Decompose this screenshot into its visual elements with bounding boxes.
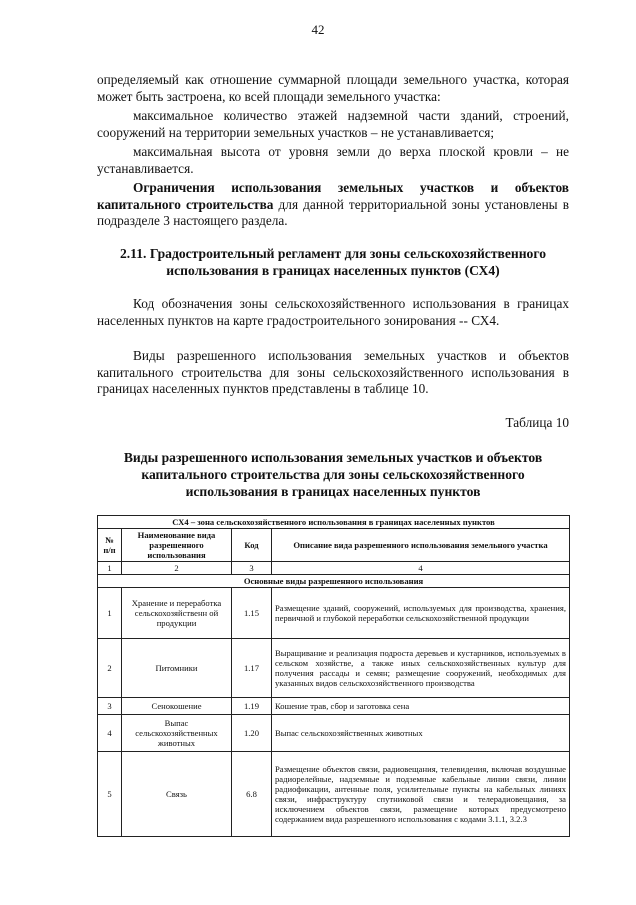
table-row: [98, 752, 570, 837]
header-num: № п/п: [98, 529, 122, 562]
section-label-row: [98, 575, 570, 588]
column-header-row: [98, 529, 570, 562]
table-label: Таблица 10: [505, 415, 569, 430]
row-code: 1.15: [232, 588, 272, 639]
section-heading: 2.11. Градостроительный регламент для зоны сельскохозяйственного использования в границах населенных пунктов (СХ4): [119, 246, 546, 278]
column-number: 4: [272, 562, 570, 575]
row-num: 5: [98, 752, 122, 837]
table-row: [98, 698, 570, 715]
header-code: Код: [232, 529, 272, 562]
row-num: 4: [98, 715, 122, 752]
zone-header-row: [98, 516, 570, 529]
header-description: Описание вида разрешенного использования земельного участка: [272, 529, 570, 562]
row-name: Связь: [122, 752, 232, 837]
regulations-table: [97, 515, 570, 837]
table-row: [98, 588, 570, 639]
page-number: 42: [311, 22, 325, 37]
row-code: 1.19: [232, 698, 272, 715]
row-num: 2: [98, 639, 122, 698]
row-num: 3: [98, 698, 122, 715]
header-name: Наименование вида разрешенного использования: [122, 529, 232, 562]
paragraph-restrictions: [97, 180, 569, 230]
column-number: 1: [98, 562, 122, 575]
row-name: Хранение и переработка сельскохозяйственн ой продукции: [122, 588, 232, 639]
paragraph-coverage-ratio: определяемый как отношение суммарной площади земельного участка, которая может быть застроена, ко всей площади земельного участка:: [97, 72, 569, 104]
row-num: 1: [98, 588, 122, 639]
row-name: Сенокошение: [122, 698, 232, 715]
section-label-cell: Основные виды разрешенного использования: [98, 575, 570, 588]
row-description: Размещение зданий, сооружений, используемых для производства, хранения, первичной и глубокой переработки сельскохозяйственной продукции: [272, 588, 570, 639]
row-description: Выращивание и реализация подроста деревьев и кустарников, используемых в сельском хозяйстве, а также иных сельскохозяйственных культур для получения рассады и семян; размещение сооружений, необходимых для указанных видов сельскохозяйственного производства: [272, 639, 570, 698]
row-name: Выпас сельскохозяйственных животных: [122, 715, 232, 752]
paragraph-permitted-uses: Виды разрешенного использования земельных участков и объектов капитального строительства для зоны сельскохозяйственного использования в границах населенных пунктов представлены в таблице 10.: [97, 348, 569, 396]
row-name: Питомники: [122, 639, 232, 698]
row-description: Выпас сельскохозяйственных животных: [272, 715, 570, 752]
zone-header-cell: СХ4 – зона сельскохозяйственного использования в границах населенных пунктов: [98, 516, 570, 529]
row-description: Кошение трав, сбор и заготовка сена: [272, 698, 570, 715]
restrictions-bold-text: Ограничения использования земельных участков и объектов капитального строительства: [97, 180, 569, 212]
paragraph-max-height: максимальная высота от уровня земли до верха плоской кровли – не устанавливается.: [97, 144, 569, 176]
table-row: [98, 715, 570, 752]
column-number: 3: [232, 562, 272, 575]
row-code: 1.20: [232, 715, 272, 752]
paragraph-max-floors: максимальное количество этажей надземной части зданий, строений, сооружений на территории земельных участков – не устанавливается;: [97, 108, 569, 140]
column-number-row: [98, 562, 570, 575]
table-title: Виды разрешенного использования земельных участков и объектов капитального строительства для зоны сельскохозяйственного использования в границах населенных пунктов: [123, 450, 543, 499]
row-code: 1.17: [232, 639, 272, 698]
row-code: 6.8: [232, 752, 272, 837]
restrictions-rest-text: для данной территориальной зоны установлены в подразделе 3 настоящего раздела.: [97, 196, 569, 228]
column-number: 2: [122, 562, 232, 575]
table-row: [98, 639, 570, 698]
paragraph-zone-code: Код обозначения зоны сельскохозяйственного использования в границах населенных пунктов на карте градостроительного зонирования -- СХ4.: [97, 296, 569, 328]
row-description: Размещение объектов связи, радиовещания, телевидения, включая воздушные радиорелейные, надземные и подземные кабельные линии связи, линии радиофикации, антенные поля, усилительные пункты на кабельных линиях связи, инфраструктуру спутниковой связи и телерадиовещания, за исключением объектов связи, размещение которых предусмотрено содержанием вида разрешенного использования с кодами 3.1.1, 3.2.3: [272, 752, 570, 837]
